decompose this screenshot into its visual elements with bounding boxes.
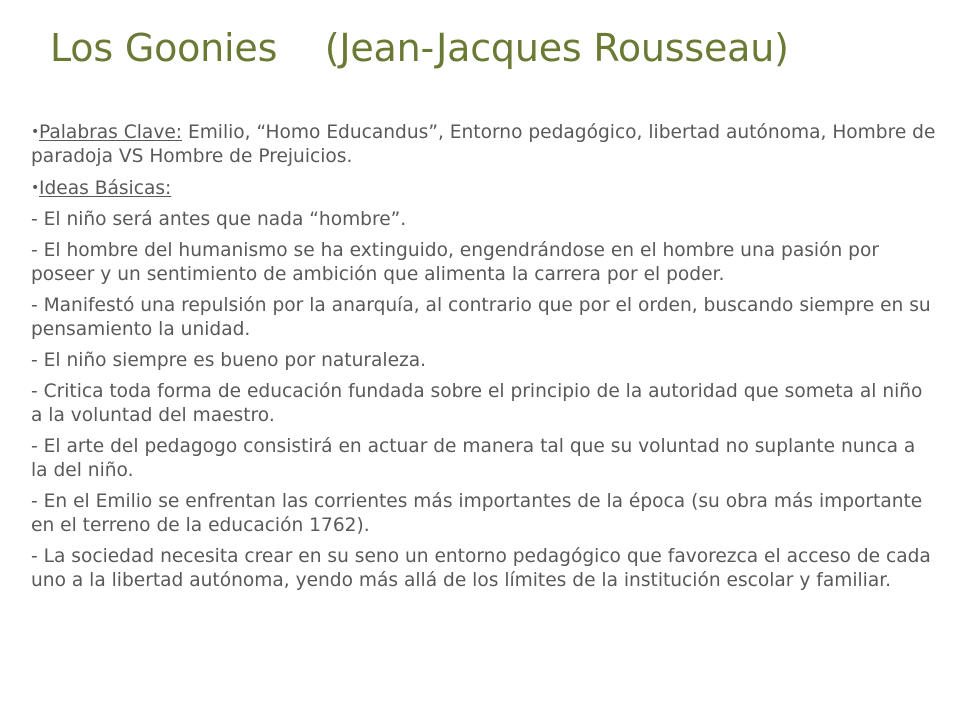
keywords-bullet	[31, 120, 936, 169]
idea-item: - El hombre del humanismo se ha extinguido, engendrándose en el hombre una pasión por poseer y un sentimiento de ambición que alimenta la carrera por el poder.	[31, 240, 879, 285]
keywords-text: Emilio, “Homo Educandus”, Entorno pedagógico, libertad autónoma, Hombre de paradoja VS Hombre de Prejuicios.	[31, 122, 936, 167]
idea-item: - Manifestó una repulsión por la anarquía, al contrario que por el orden, buscando siempre en su pensamiento la unidad.	[31, 295, 931, 340]
slide-title: Los Goonies (Jean-Jacques Rousseau)	[50, 26, 789, 70]
basics-bullet	[31, 176, 936, 201]
bullet-icon: •	[31, 180, 40, 196]
idea-item: - El niño siempre es bueno por naturaleza.	[31, 350, 427, 371]
bullet-icon: •	[31, 124, 40, 140]
idea-item: - El niño será antes que nada “hombre”.	[31, 209, 407, 230]
idea-item: - Critica toda forma de educación fundada sobre el principio de la autoridad que someta al niño a la voluntad del maestro.	[31, 381, 923, 426]
idea-item: - El arte del pedagogo consistirá en actuar de manera tal que su voluntad no suplante nunca a la del niño.	[31, 436, 916, 481]
slide-body	[31, 120, 936, 600]
idea-item: - La sociedad necesita crear en su seno un entorno pedagógico que favorezca el acceso de cada uno a la libertad autónoma, yendo más allá de los límites de la institución escolar y familiar.	[31, 546, 931, 591]
keywords-label: Palabras Clave:	[39, 122, 183, 143]
idea-item: - En el Emilio se enfrentan las corrientes más importantes de la época (su obra más importante en el terreno de la educación 1762).	[31, 491, 923, 536]
basics-label: Ideas Básicas:	[39, 178, 172, 199]
